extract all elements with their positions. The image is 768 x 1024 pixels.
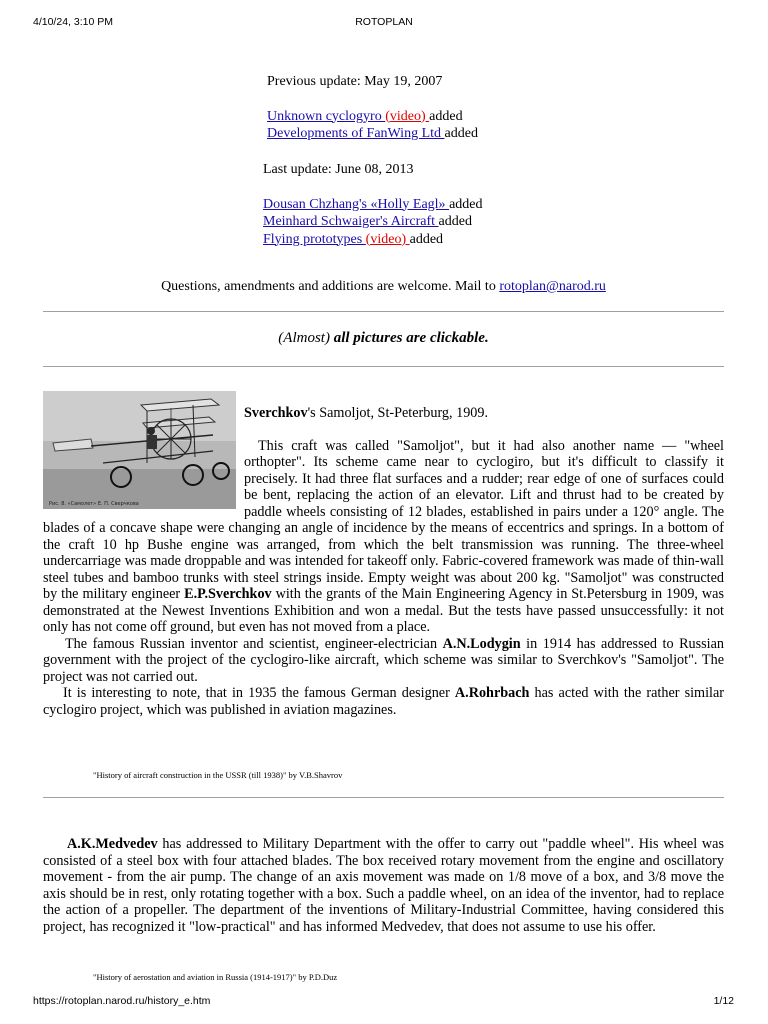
article-paragraph: A.K.Medvedev has addressed to Military Department with the offer to carry out "paddle wheel". His wheel was consisted of a steel box with four attached blades. The box received rotary movement from the engine and oscillatory movement - from the air pump. The change of an axis movement was made on 1/8 move of a box, and 3/8 move the axis should be in rest, only rotating together with a box. Such a paddle wheel, on an idea of the inventor, had to replace the action of a propeller. The department of the inventions of Military-Industrial Committee, having considered this project, has recognized it "low-practical" and has informed Medvedev, that does not assume to use his offer. [43,836,724,935]
page-url: https://rotoplan.narod.ru/history_e.htm [33,995,211,1007]
article-title: Sverchkov's Samoljot, St-Peterburg, 1909. [244,405,489,421]
previous-update-label: Previous update: May 19, 2007 [267,74,443,89]
unknown-cyclogyro-link[interactable]: Unknown cyclogyro [267,108,386,124]
samoljot-photo[interactable] [43,391,236,509]
article-paragraph: It is interesting to note, that in 1935 the famous German designer A.Rohrbach has acted with the rather similar cyclogiro project, which was published in aviation magazines. [43,685,724,718]
last-update-label: Last update: June 08, 2013 [263,162,414,177]
print-header [0,16,768,30]
previous-update-block [267,73,478,143]
photo-caption: Рис. 8. «Самолет» Е. П. Сверчкова [49,501,139,507]
email-link[interactable]: rotoplan@narod.ru [499,279,606,294]
divider [43,366,724,367]
divider [43,797,724,798]
list-item: Flying prototypes (video) added [263,231,444,247]
schwaiger-aircraft-link[interactable]: Meinhard Schwaiger's Aircraft [263,214,439,229]
page-number: 1/12 [713,995,734,1007]
article-paragraph: The famous Russian inventor and scientist, engineer-electrician A.N.Lodygin in 1914 has addressed to Russian government with the project of the cyclogiro-like aircraft, which scheme was similar to Sverchkov's "Samoljot". The project was not carried out. [43,635,724,685]
print-datetime: 4/10/24, 3:10 PM [33,16,113,28]
last-update-block [263,161,483,248]
flying-prototypes-link[interactable]: Flying prototypes [263,231,366,247]
sverchkov-article [43,391,724,718]
fanwing-link[interactable]: Developments of FanWing Ltd [267,126,445,141]
source-citation: "History of aircraft construction in the USSR (till 1938)" by V.B.Shavrov [93,770,343,780]
video-link[interactable]: (video) [365,231,410,247]
samoljot-image [43,391,236,509]
print-title: ROTOPLAN [355,16,413,28]
list-item: Meinhard Schwaiger's Aircraft added [263,214,472,229]
medvedev-article [43,836,724,935]
list-item: Developments of FanWing Ltd added [267,126,478,141]
article-paragraph: This craft was called "Samoljot", but it had also another name — "wheel orthopter". Its scheme came near to cyclogiro, but it's difficult to classify it precisely. It had three flat surfaces and a rudder; rear edge of one of surfaces could be bent, replacing the action of an elevator. Lift and thrust had to be created by paddle wheels consisting of 12 blades, established in pairs under a 120° angle. The blades of a concave shape were changing an angle of incidence by the means of eccentrics and springs. In a bottom of the craft 10 hp Bushe engine was arranged, from which the belt transmission was running. The three-wheel undercarriage was made droppable and was intended for takeoff only. Fabric-covered framework was made of thin-wall steel tubes and bamboo trunks with steel strings inside. Empty weight was about 200 kg. "Samoljot" was constructed by the military engineer E.P.Sverchkov with the grants of the Main Engineering Agency in St.Petersburg in 1909, was demonstrated at the Newest Inventions Exhibition and won a medal. But the tests have passed unsuccessfully: it not only has not come off ground, but even has not moved from a place. [43,437,724,635]
print-footer [0,995,768,1009]
list-item: Dousan Chzhang's «Holly Eagl» added [263,196,483,212]
holly-eagl-link[interactable]: Dousan Chzhang's «Holly Eagl» [263,196,450,212]
divider [43,311,724,312]
video-link[interactable]: (video) [385,108,430,124]
source-citation: "History of aerostation and aviation in Russia (1914-1917)" by P.D.Duz [93,972,338,982]
list-item: Unknown cyclogyro (video) added [267,108,463,124]
clickable-note: (Almost) all pictures are clickable. [278,330,489,346]
contact-line: Questions, amendments and additions are welcome. Mail to rotoplan@narod.ru [161,279,606,294]
